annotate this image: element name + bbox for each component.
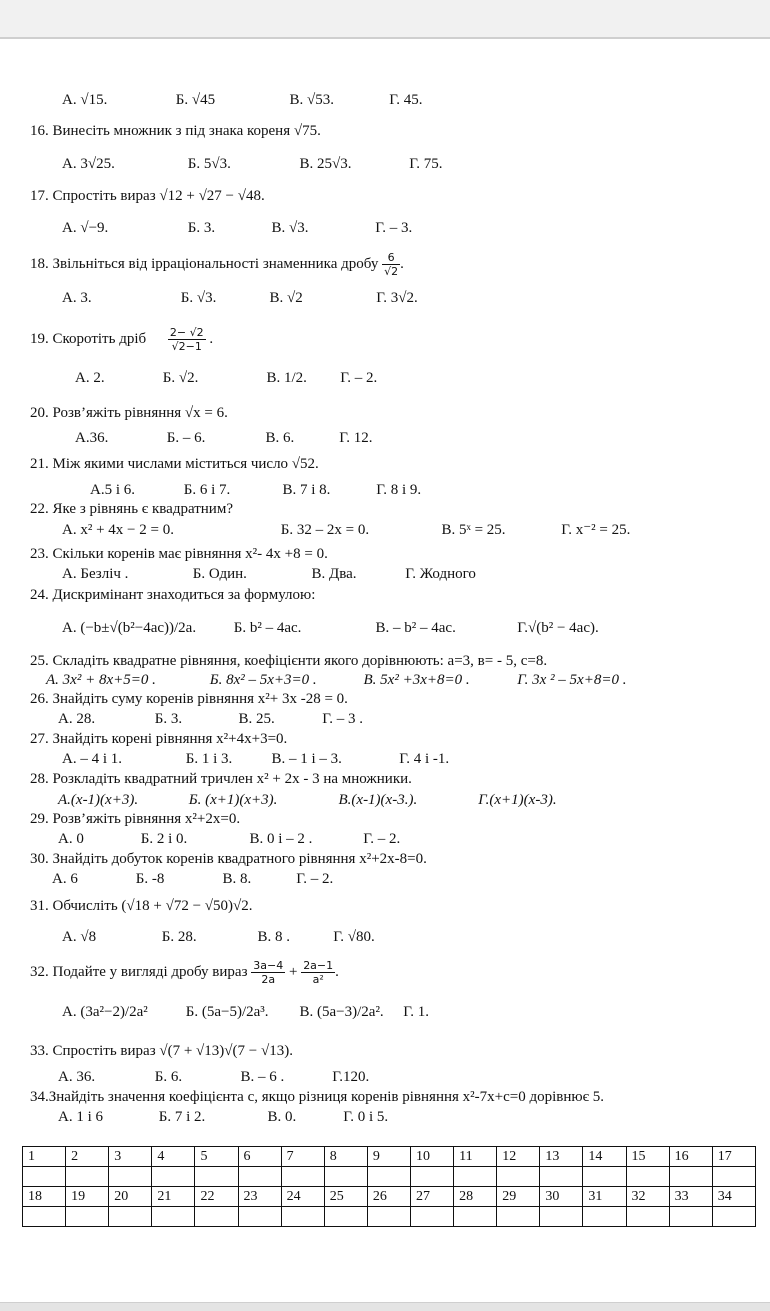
question-number: 19. — [30, 330, 49, 347]
q32-options — [62, 1003, 429, 1021]
question-number: 25. — [30, 653, 49, 669]
question-number: 31. — [30, 898, 49, 914]
option-d: Г. 3√2. — [376, 290, 418, 306]
answer-cell[interactable] — [583, 1167, 626, 1187]
option-b: Б. √3. — [180, 290, 217, 306]
question-22 — [30, 500, 233, 518]
question-text: Розв’яжіть рівняння x²+2x=0. — [52, 811, 241, 827]
answer-cell[interactable] — [626, 1167, 669, 1187]
option-d: Г. 12. — [339, 430, 373, 446]
q19-options — [75, 369, 377, 387]
question-17 — [30, 187, 265, 205]
option-c: В. 0. — [267, 1109, 297, 1125]
grid-cell: 1 — [23, 1147, 66, 1167]
question-34 — [30, 1088, 604, 1106]
answer-cell[interactable] — [23, 1167, 66, 1187]
question-text: Розкладіть квадратний тричлен x² + 2x - 3 на множники. — [52, 771, 412, 787]
question-number: 20. — [30, 405, 49, 421]
question-23 — [30, 545, 328, 563]
option-c: В. 0 і – 2 . — [249, 831, 313, 847]
option-d: Г. – 2. — [296, 871, 334, 887]
grid-cell: 20 — [109, 1187, 152, 1207]
grid-numbers-row-1 — [23, 1147, 756, 1167]
option-d: Г. – 3 . — [322, 711, 363, 727]
option-c: В. 8. — [222, 871, 252, 887]
option-d: Г. 45. — [389, 92, 423, 108]
question-21 — [30, 455, 319, 473]
option-d: Г. 1. — [403, 1004, 429, 1020]
grid-cell: 26 — [367, 1187, 410, 1207]
option-d: Г. Жодного — [405, 566, 476, 582]
question-text: Спростіть вираз √12 + √27 − √48. — [52, 188, 265, 204]
answer-cell[interactable] — [367, 1167, 410, 1187]
answer-cell[interactable] — [238, 1167, 281, 1187]
option-c: В. 1/2. — [266, 370, 307, 386]
question-text: Винесіть множник з під знака кореня √75. — [52, 123, 321, 139]
grid-cell: 15 — [626, 1147, 669, 1167]
answer-cell[interactable] — [540, 1207, 583, 1227]
option-c: В.(x-1)(x-3.). — [338, 792, 418, 808]
option-a: А. (−b±√(b²−4ac))/2a. — [62, 620, 197, 636]
question-number: 16. — [30, 123, 49, 139]
grid-cell: 31 — [583, 1187, 626, 1207]
question-26 — [30, 690, 348, 708]
grid-cell: 27 — [410, 1187, 453, 1207]
grid-cell: 32 — [626, 1187, 669, 1207]
q26-options — [58, 710, 363, 728]
question-text: Знайдіть корені рівняння x²+4x+3=0. — [52, 731, 288, 747]
grid-cell: 12 — [497, 1147, 540, 1167]
option-a: А. x² + 4x − 2 = 0. — [62, 522, 174, 538]
question-19: 19. Скоротіть дріб $\frac{2- √2}{√2-1}$ . — [30, 326, 214, 353]
question-28 — [30, 770, 412, 788]
option-b: Б. -8 — [135, 871, 165, 887]
q17-options — [62, 219, 412, 237]
grid-cell: 25 — [324, 1187, 367, 1207]
grid-cell: 29 — [497, 1187, 540, 1207]
question-29 — [30, 810, 240, 828]
option-d: Г.√(b² − 4ac). — [517, 620, 599, 636]
grid-answers-row-2 — [23, 1207, 756, 1227]
answer-cell[interactable] — [281, 1167, 324, 1187]
option-d: Г. x⁻² = 25. — [561, 522, 631, 538]
option-c: В. 5x² +3x+8=0 . — [363, 672, 470, 688]
option-d: Г. 75. — [409, 156, 443, 172]
option-a: А. 1 і 6 — [58, 1109, 103, 1125]
option-b: Б. Один. — [192, 566, 247, 582]
viewer-top-bar — [0, 0, 770, 39]
option-c: В. Два. — [311, 566, 357, 582]
question-text: Спростіть вираз √(7 + √13)√(7 − √13). — [52, 1043, 293, 1059]
grid-cell: 11 — [454, 1147, 497, 1167]
fraction: $\frac{3a-4}{2a}$ — [253, 959, 284, 986]
option-b: Б. √45 — [175, 92, 216, 108]
option-a: А.(x-1)(x+3). — [58, 792, 139, 808]
answer-cell[interactable] — [66, 1167, 109, 1187]
option-c: В. 25. — [238, 711, 275, 727]
option-b: Б. 6. — [154, 1069, 183, 1085]
answer-cell[interactable] — [152, 1207, 195, 1227]
grid-cell: 9 — [367, 1147, 410, 1167]
q30-options — [52, 870, 333, 888]
q31-options — [62, 928, 375, 946]
question-text: Знайдіть суму коренів рівняння x²+ 3x -28 = 0. — [52, 691, 348, 707]
option-a: А. 0 — [58, 831, 84, 847]
option-c: В. √53. — [289, 92, 334, 108]
question-number: 29. — [30, 811, 49, 827]
grid-cell: 23 — [238, 1187, 281, 1207]
question-text: Розв’яжіть рівняння √x = 6. — [52, 405, 228, 421]
answer-cell[interactable] — [324, 1207, 367, 1227]
q18-options — [62, 289, 418, 307]
answer-cell[interactable] — [712, 1167, 755, 1187]
option-d: Г.120. — [332, 1069, 370, 1085]
q34-options — [58, 1108, 388, 1126]
question-text: Складіть квадратне рівняння, коефіцієнти якого дорівнюють: a=3, в= - 5, c=8. — [52, 653, 548, 669]
grid-cell: 24 — [281, 1187, 324, 1207]
question-text: Знайдіть значення коефіцієнта с, якщо різниця коренів рівняння x²-7x+c=0 дорівнює 5. — [48, 1089, 605, 1105]
answer-cell[interactable] — [540, 1167, 583, 1187]
question-text: Скільки коренів має рівняння x²- 4x +8 = 0. — [52, 546, 328, 562]
q23-options — [62, 565, 476, 583]
grid-numbers-row-2 — [23, 1187, 756, 1207]
question-number: 34. — [30, 1089, 49, 1105]
answer-cell[interactable] — [23, 1207, 66, 1227]
option-b: Б. 28. — [161, 929, 197, 945]
answer-cell[interactable] — [497, 1167, 540, 1187]
grid-cell: 7 — [281, 1147, 324, 1167]
option-c: В. √3. — [271, 220, 309, 236]
option-b: Б. (5a−5)/2a³. — [185, 1004, 269, 1020]
question-text: Знайдіть добуток коренів квадратного рівняння x²+2x-8=0. — [52, 851, 427, 867]
option-a: А. √15. — [62, 92, 108, 108]
option-a: А. 36. — [58, 1069, 96, 1085]
fraction: $\frac{2a-1}{\text{a²}}$ — [303, 959, 334, 986]
option-b: Б. 6 і 7. — [183, 482, 231, 498]
option-c: В. – 1 і – 3. — [271, 751, 342, 767]
question-text: Між якими числами міститься число √52. — [52, 456, 319, 472]
option-d: Г.(x+1)(x-3). — [478, 792, 557, 808]
answer-cell[interactable] — [109, 1207, 152, 1227]
question-33 — [30, 1042, 293, 1060]
option-d: Г. – 2. — [340, 370, 378, 386]
answer-cell[interactable] — [669, 1207, 712, 1227]
question-number: 27. — [30, 731, 49, 747]
option-b: Б. – 6. — [166, 430, 206, 446]
question-text: Подайте у вигляді дробу вираз — [52, 963, 248, 980]
question-30 — [30, 850, 427, 868]
question-31 — [30, 897, 253, 915]
option-b: Б. 1 і 3. — [185, 751, 233, 767]
option-c: В. √2 — [269, 290, 303, 306]
option-c: В. 7 і 8. — [282, 482, 331, 498]
option-c: В. 6. — [265, 430, 295, 446]
option-c: В. (5a−3)/2a². — [299, 1004, 384, 1020]
option-b: Б. 3. — [154, 711, 183, 727]
question-text: Яке з рівнянь є квадратним? — [52, 501, 233, 517]
option-a: А.5 і 6. — [90, 482, 135, 498]
question-20 — [30, 404, 228, 422]
option-b: Б. 3. — [187, 220, 216, 236]
grid-cell: 10 — [410, 1147, 453, 1167]
question-text: Звільніться від ірраціональності знаменника дробу — [52, 255, 379, 272]
answer-cell[interactable] — [454, 1167, 497, 1187]
question-text: Обчисліть (√18 + √72 − √50)√2. — [52, 898, 253, 914]
grid-cell: 14 — [583, 1147, 626, 1167]
option-c: В. 5ˣ = 25. — [441, 522, 506, 538]
grid-cell: 4 — [152, 1147, 195, 1167]
answer-cell[interactable] — [367, 1207, 410, 1227]
grid-cell: 6 — [238, 1147, 281, 1167]
option-a: А. √−9. — [62, 220, 109, 236]
answer-cell[interactable] — [195, 1167, 238, 1187]
option-b: Б. 32 – 2x = 0. — [280, 522, 370, 538]
answer-cell[interactable] — [626, 1207, 669, 1227]
option-c: В. – b² – 4ac. — [375, 620, 456, 636]
answer-cell[interactable] — [497, 1207, 540, 1227]
answer-cell[interactable] — [324, 1167, 367, 1187]
grid-cell: 2 — [66, 1147, 109, 1167]
question-24 — [30, 586, 315, 604]
grid-cell: 21 — [152, 1187, 195, 1207]
question-32: 32. Подайте у вигляді дробу вираз $\frac{3a-4}{2a}$ + $\frac{2a-1}{\text{a²}}$ . — [30, 959, 339, 986]
question-25 — [30, 652, 547, 670]
question-18: 18. Звільніться від ірраціональності знаменника дробу $\frac{6}{√2}$ . — [30, 251, 404, 278]
q22-options — [62, 521, 630, 539]
grid-cell: 3 — [109, 1147, 152, 1167]
grid-cell: 33 — [669, 1187, 712, 1207]
option-a: А. 2. — [75, 370, 105, 386]
option-d: Г. – 2. — [363, 831, 401, 847]
question-number: 28. — [30, 771, 49, 787]
question-text: Скоротіть дріб — [52, 330, 147, 347]
answer-cell[interactable] — [712, 1207, 755, 1227]
answer-cell[interactable] — [66, 1207, 109, 1227]
option-d: Г. √80. — [333, 929, 375, 945]
q15-options — [62, 91, 422, 109]
option-a: А. (3a²−2)/2a² — [62, 1004, 148, 1020]
option-b: Б. 8x² – 5x+3=0 . — [209, 672, 317, 688]
answer-cell[interactable] — [281, 1207, 324, 1227]
grid-cell: 19 — [66, 1187, 109, 1207]
option-b: Б. 2 і 0. — [140, 831, 188, 847]
option-c: В. 8 . — [257, 929, 291, 945]
option-c: В. 25√3. — [299, 156, 352, 172]
option-a: А. 3x² + 8x+5=0 . — [46, 672, 156, 688]
question-number: 24. — [30, 587, 49, 603]
answer-grid — [22, 1146, 756, 1227]
grid-cell: 17 — [712, 1147, 755, 1167]
option-b: Б. 5√3. — [187, 156, 231, 172]
q33-options — [58, 1068, 369, 1086]
question-number: 32. — [30, 963, 49, 980]
grid-cell: 16 — [669, 1147, 712, 1167]
option-a: А. 28. — [58, 711, 96, 727]
grid-cell: 30 — [540, 1187, 583, 1207]
option-a: А. Безліч . — [62, 566, 129, 582]
answer-cell[interactable] — [195, 1207, 238, 1227]
option-d: Г. 8 і 9. — [376, 482, 422, 498]
option-b: Б. 7 і 2. — [158, 1109, 206, 1125]
option-a: А. – 4 і 1. — [62, 751, 122, 767]
grid-cell: 28 — [454, 1187, 497, 1207]
option-a: А. 6 — [52, 871, 78, 887]
q28-options — [58, 791, 557, 809]
question-number: 33. — [30, 1043, 49, 1059]
question-number: 26. — [30, 691, 49, 707]
grid-cell: 18 — [23, 1187, 66, 1207]
question-27 — [30, 730, 287, 748]
q21-options — [90, 481, 421, 499]
option-c: В. – 6 . — [240, 1069, 285, 1085]
answer-cell[interactable] — [669, 1167, 712, 1187]
question-number: 22. — [30, 501, 49, 517]
option-a: А. √8 — [62, 929, 97, 945]
option-a: А. 3√25. — [62, 156, 115, 172]
option-b: Б. b² – 4ac. — [233, 620, 302, 636]
q16-options — [62, 155, 442, 173]
option-b: Б. √2. — [162, 370, 199, 386]
answer-cell[interactable] — [454, 1207, 497, 1227]
question-number: 17. — [30, 188, 49, 204]
grid-cell: 34 — [712, 1187, 755, 1207]
question-16 — [30, 122, 321, 140]
option-b: Б. (x+1)(x+3). — [188, 792, 278, 808]
option-a: А. 3. — [62, 290, 92, 306]
grid-cell: 8 — [324, 1147, 367, 1167]
q27-options — [62, 750, 449, 768]
answer-cell[interactable] — [238, 1207, 281, 1227]
question-number: 18. — [30, 255, 49, 272]
question-number: 23. — [30, 546, 49, 562]
answer-cell[interactable] — [410, 1167, 453, 1187]
q24-options — [62, 619, 599, 637]
question-text: Дискримінант знаходиться за формулою: — [52, 587, 316, 603]
answer-cell[interactable] — [583, 1207, 626, 1227]
q20-options — [75, 429, 372, 447]
answer-cell[interactable] — [152, 1167, 195, 1187]
grid-answers-row-1 — [23, 1167, 756, 1187]
option-d: Г. 3x ² – 5x+8=0 . — [517, 672, 627, 688]
question-number: 21. — [30, 456, 49, 472]
q25-options — [46, 671, 626, 689]
grid-cell: 13 — [540, 1147, 583, 1167]
answer-cell[interactable] — [410, 1207, 453, 1227]
option-d: Г. – 3. — [375, 220, 413, 236]
answer-cell[interactable] — [109, 1167, 152, 1187]
option-d: Г. 0 і 5. — [343, 1109, 389, 1125]
grid-cell: 5 — [195, 1147, 238, 1167]
grid-cell: 22 — [195, 1187, 238, 1207]
option-d: Г. 4 і -1. — [399, 751, 450, 767]
fraction: $\frac{6}{√2}$ — [384, 251, 399, 278]
fraction: $\frac{2- √2}{√2-1}$ — [169, 326, 204, 353]
option-a: А.36. — [75, 430, 109, 446]
question-number: 30. — [30, 851, 49, 867]
q29-options — [58, 830, 400, 848]
